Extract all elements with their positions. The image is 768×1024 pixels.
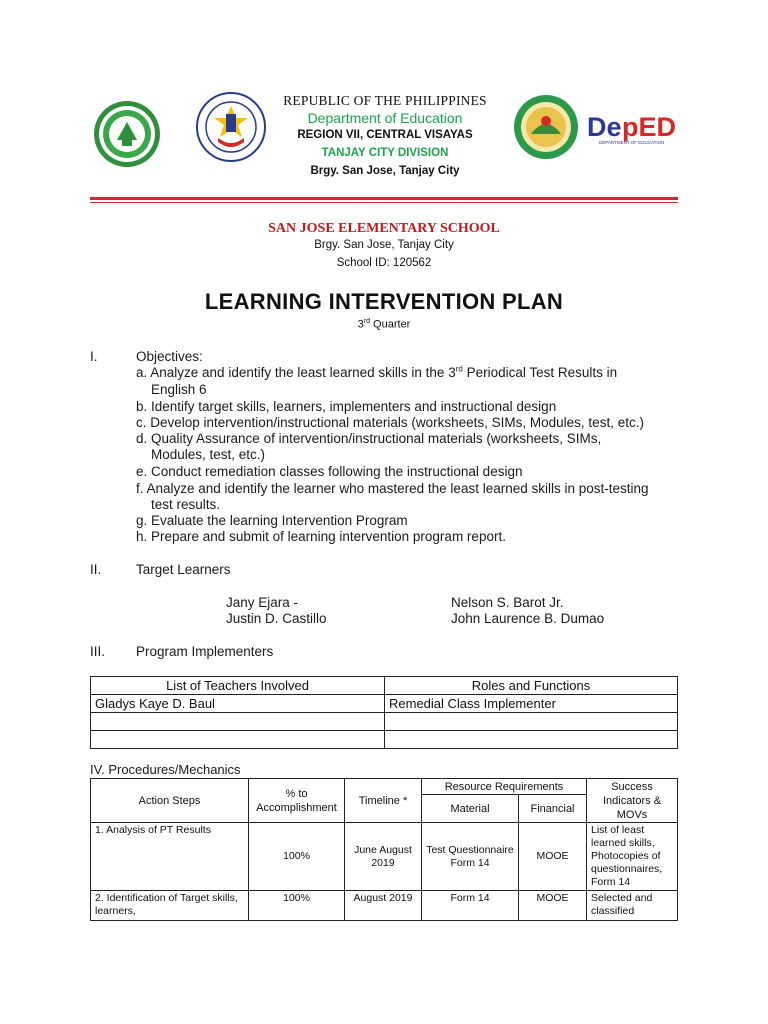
objective-item: b. Identify target skills, learners, implementers and instructional design	[136, 399, 557, 414]
learner-name: Jany Ejara -	[226, 595, 299, 610]
objective-item: g. Evaluate the learning Intervention Program	[136, 513, 408, 528]
table-row	[91, 731, 678, 749]
implementers-heading: Program Implementers	[136, 644, 274, 659]
table-header-cell: Financial	[519, 795, 587, 823]
table-header-cell: Resource Requirements	[422, 779, 587, 795]
implementers-table	[90, 676, 678, 749]
school-seal-logo	[93, 100, 161, 168]
table-cell: Form 14	[422, 891, 519, 921]
objective-item: c. Develop intervention/instructional materials (worksheets, SIMs, Modules, test, etc.)	[136, 415, 644, 430]
objective-item: f. Analyze and identify the learner who mastered the least learned skills in post-testing	[136, 481, 649, 496]
division-heading: TANJAY CITY DIVISION	[321, 147, 449, 159]
table-header-row	[91, 677, 678, 695]
division-address: Brgy. San Jose, Tanjay City	[310, 165, 460, 177]
target-learners-heading: Target Learners	[136, 562, 231, 577]
table-row	[91, 713, 678, 731]
table-cell	[385, 713, 678, 731]
table-header-cell: List of Teachers Involved	[91, 677, 385, 695]
svg-text:pED: pED	[622, 112, 676, 142]
table-row	[91, 891, 678, 921]
school-address: Brgy. San Jose, Tanjay City	[314, 239, 454, 251]
table-cell: MOOE	[519, 891, 587, 921]
document-title: LEARNING INTERVENTION PLAN	[204, 289, 564, 314]
table-cell: 1. Analysis of PT Results	[91, 823, 249, 891]
objective-item: h. Prepare and submit of learning intervention program report.	[136, 529, 506, 544]
table-cell: Selected and classified	[587, 891, 678, 921]
school-name: SAN JOSE ELEMENTARY SCHOOL	[268, 221, 500, 236]
table-header-cell: Action Steps	[91, 779, 249, 823]
region-heading: REGION VII, CENTRAL VISAYAS	[297, 129, 473, 141]
table-cell: Remedial Class Implementer	[385, 695, 678, 713]
table-header-cell: Timeline *	[345, 779, 422, 823]
table-header-cell: Roles and Functions	[385, 677, 678, 695]
school-id: School ID: 120562	[336, 257, 432, 269]
republic-heading: REPUBLIC OF THE PHILIPPINES	[283, 93, 487, 108]
procedures-heading: IV. Procedures/Mechanics	[90, 762, 241, 777]
table-cell: June August 2019	[345, 823, 422, 891]
section-number: II.	[90, 562, 102, 577]
table-cell: 2. Identification of Target skills, learners,	[91, 891, 249, 921]
objective-item: e. Conduct remediation classes following the instructional design	[136, 464, 523, 479]
table-cell: MOOE	[519, 823, 587, 891]
table-cell	[385, 731, 678, 749]
department-heading: Department of Education	[307, 110, 463, 126]
quarter-label: 3rd Quarter	[357, 318, 411, 331]
table-header-row	[91, 779, 678, 795]
objective-item-continued: English 6	[151, 382, 207, 397]
table-cell: Test Questionnaire Form 14	[422, 823, 519, 891]
objective-item-continued: Modules, test, etc.)	[151, 447, 266, 462]
section-number: I.	[90, 349, 98, 364]
table-cell	[91, 731, 385, 749]
deped-logo	[587, 110, 676, 146]
header-divider-thin	[90, 202, 678, 203]
learner-name: Nelson S. Barot Jr.	[451, 595, 564, 610]
objectives-heading: Objectives:	[136, 349, 203, 364]
table-header-cell: Success Indicators & MOVs	[587, 779, 678, 823]
table-cell	[91, 713, 385, 731]
objective-item-continued: test results.	[151, 497, 221, 512]
table-row	[91, 823, 678, 891]
table-cell: Gladys Kaye D. Baul	[91, 695, 385, 713]
header-divider	[90, 197, 678, 200]
objective-item: a. Analyze and identify the least learned skills in the 3rd Periodical Test Results in	[136, 364, 618, 380]
table-cell: 100%	[249, 823, 345, 891]
table-header-cell: Material	[422, 795, 519, 823]
table-header-cell: % to Accomplishment	[249, 779, 345, 823]
procedures-table	[90, 778, 678, 921]
svg-text:De: De	[587, 112, 622, 142]
table-cell: List of least learned skills, Photocopies of questionnaires, Form 14	[587, 823, 678, 891]
table-cell: August 2019	[345, 891, 422, 921]
table-row	[91, 695, 678, 713]
learner-name: John Laurence B. Dumao	[451, 611, 605, 626]
section-number: III.	[90, 644, 106, 659]
svg-text:DEPARTMENT OF EDUCATION: DEPARTMENT OF EDUCATION	[599, 140, 665, 145]
objective-item: d. Quality Assurance of intervention/instructional materials (worksheets, SIMs,	[136, 431, 602, 446]
learner-name: Justin D. Castillo	[226, 611, 327, 626]
table-cell: 100%	[249, 891, 345, 921]
